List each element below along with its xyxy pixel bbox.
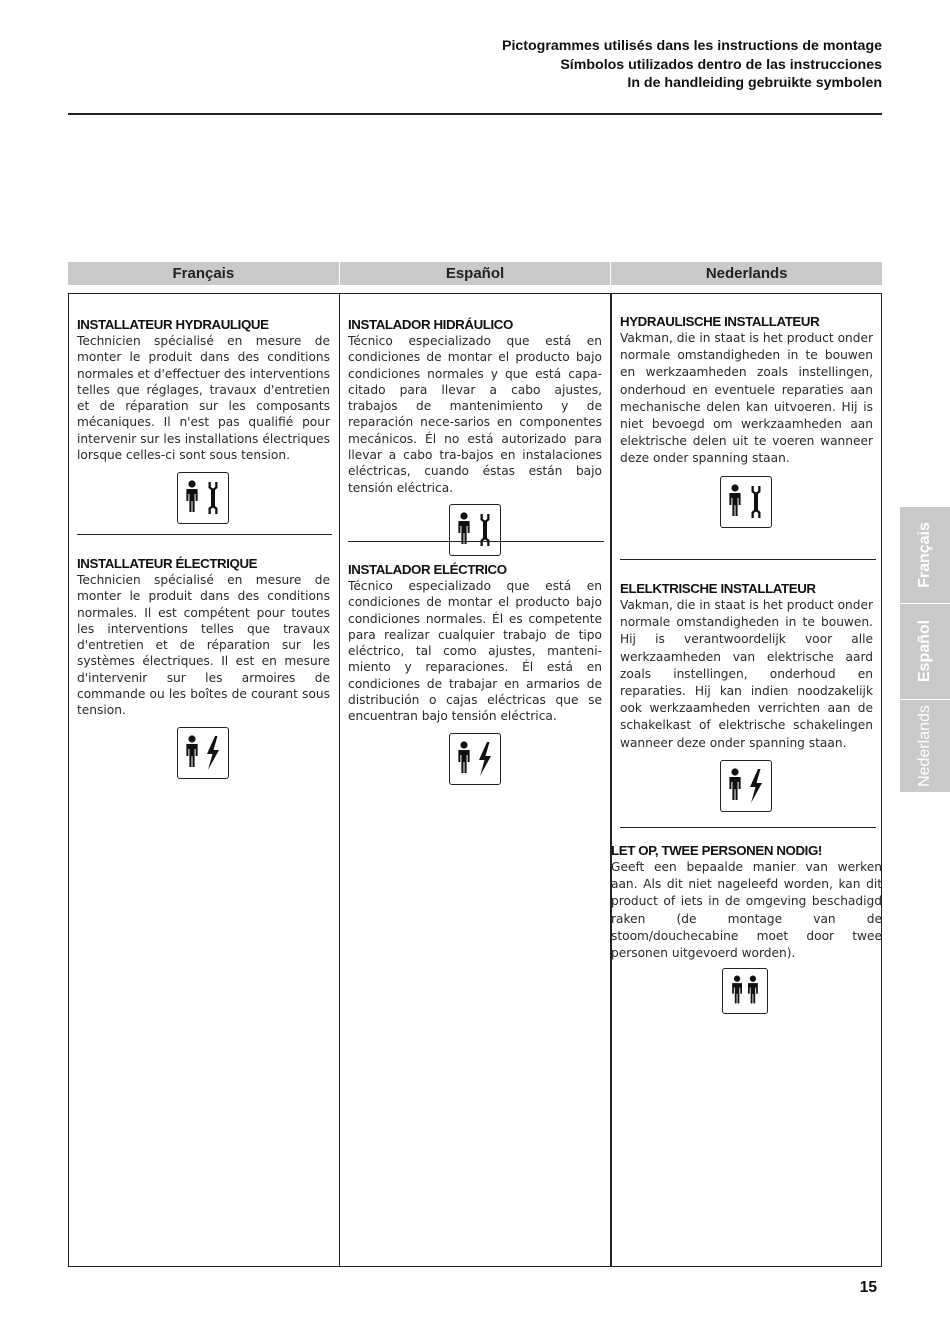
section-title: ELELKTRISCHE INSTALLATEUR [620, 581, 816, 596]
section-es-electric [348, 562, 602, 785]
section-divider [620, 559, 876, 560]
section-fr-hydraulic [77, 317, 330, 524]
section-title: LET OP, TWEE PERSONEN NODIG! [611, 843, 822, 858]
section-body: Geeft een bepaalde manier van werken aan. Als dit niet nageleefd worden, kan dit product of iets in de omgeving beschadigd raken (de montage van de stoom/douchecabine moet door twee personen uitgevoerd worden). [611, 860, 882, 961]
section-divider [77, 534, 332, 535]
column-headers [68, 262, 882, 285]
side-tab-label: Français [916, 522, 933, 588]
column-header-francais: Français [68, 262, 339, 285]
electrical-installer-icon [720, 760, 772, 812]
section-body: Técnico especializado que está en condiciones de montar el producto bajo condiciones normales y que está capa-citado para llevar a cabo ajustes, trabajos de mantenimiento y de reparación nece-sarios en componentes mecánicos. Él no está autorizado para llevar a cabo tra-bajos en instalaciones eléctricas, cuando éstas están bajo tensión eléctrica. [348, 334, 602, 495]
side-tab-francais[interactable] [900, 507, 950, 603]
hydraulic-installer-icon [720, 476, 772, 528]
section-title: INSTALADOR HIDRÁULICO [348, 317, 513, 332]
section-title: INSTALADOR ELÉCTRICO [348, 562, 507, 577]
two-persons-icon [722, 968, 768, 1014]
section-es-hydraulic [348, 317, 602, 556]
section-divider [348, 541, 604, 542]
column-header-nederlands: Nederlands [610, 262, 882, 285]
side-tab-espanol[interactable] [900, 603, 950, 699]
section-body: Vakman, die in staat is het product onder normale omstandigheden in te bouwen. Hij is verantwoordelijk voor alle werkzaamheden van elektrische aard zoals instellingen, onderhoud en reparaties. Hij kan indien noodzakelijk ook werkzaamheden verrichten aan de schakelkast of elektrische schakelingen wanneer deze onder spanning staan. [620, 598, 873, 750]
section-fr-electric [77, 556, 330, 779]
side-tab-nederlands[interactable] [900, 699, 950, 792]
section-title: INSTALLATEUR ÉLECTRIQUE [77, 556, 258, 571]
section-body: Technicien spécialisé en mesure de monter le produit dans des conditions normales et d'effectuer des interventions telles que réglages, travaux d'entretien et de réparation sur les composants mécaniques. Il n'est pas qualifié pour intervenir sur les installations électriques lorsque celles-ci sont sous tension. [77, 334, 330, 463]
section-title: INSTALLATEUR HYDRAULIQUE [77, 317, 269, 332]
header-title-es: Símbolos utilizados dentro de las instrucciones [560, 56, 882, 73]
side-tab-label: Nederlands [916, 704, 934, 787]
section-title: HYDRAULISCHE INSTALLATEUR [620, 314, 820, 329]
section-nl-two-persons [611, 843, 882, 1014]
section-nl-hydraulic [620, 314, 873, 528]
hydraulic-installer-icon [177, 472, 229, 524]
section-body: Vakman, die in staat is het product onder normale omstandigheden in te bouwen en werkzaamheden zoals instellingen, onderhoud en eventuele reparaties aan mechanische delen kan uitvoeren. Hij is niet bevoegd om werkzaamheden aan elektrische delen uit te voeren wanneer deze onder spanning staan. [620, 331, 873, 466]
section-divider [620, 827, 876, 828]
page-number: 15 [859, 1279, 877, 1296]
content-grid [68, 293, 882, 1267]
language-side-tabs [900, 507, 950, 792]
section-nl-electric [620, 581, 873, 812]
side-tab-label: Español [916, 619, 934, 683]
header-divider [68, 113, 882, 115]
section-body: Technicien spécialisé en mesure de monter le produit dans des conditions normales. Il est compétent pour toutes les interventions telles que travaux d'entretien et de réparation sur les systèmes électriques. Il est en mesure d'intervenir sur les armoires de commande ou les boîtes de courant sous tension. [77, 573, 330, 718]
electrical-installer-icon [177, 727, 229, 779]
header-title-nl: In de handleiding gebruikte symbolen [627, 75, 882, 91]
section-body: Técnico especializado que está en condiciones de montar el producto bajo condiciones normales. Él es competente para realizar cualquier trabajo de tipo eléctrico, tal como ajustes, manteni-miento y reparaciones. Él está en condiciones de trabajar en armarios de distribución o cajas eléctricas que se encuentran bajo tensión eléctrica. [348, 579, 602, 724]
column-header-espanol: Español [339, 262, 611, 285]
hydraulic-installer-icon [449, 504, 501, 556]
page-header [502, 37, 882, 93]
column-divider [610, 294, 612, 1266]
header-title-fr: Pictogrammes utilisés dans les instructions de montage [501, 38, 882, 54]
column-divider [339, 294, 340, 1266]
electrical-installer-icon [449, 733, 501, 785]
